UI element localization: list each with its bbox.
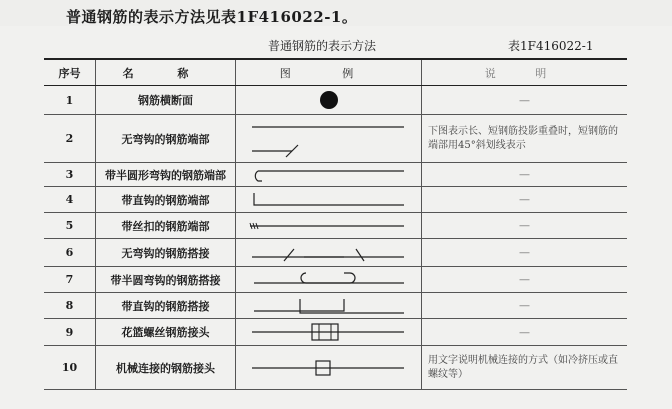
row-note: —	[422, 319, 628, 346]
row-no: 8	[44, 293, 96, 319]
row-no: 10	[44, 346, 96, 390]
header-name: 名 称	[96, 59, 236, 86]
table-row	[44, 293, 627, 319]
row-note: —	[422, 86, 628, 115]
row-name: 带直钩的钢筋端部	[96, 187, 236, 213]
row-name: 无弯钩的钢筋端部	[96, 115, 236, 163]
row-note: —	[422, 293, 628, 319]
row-no: 3	[44, 163, 96, 187]
figure-plain-lap	[236, 239, 422, 267]
row-name: 带丝扣的钢筋端部	[96, 213, 236, 239]
row-name: 花篮螺丝钢筋接头	[96, 319, 236, 346]
row-note: —	[422, 267, 628, 293]
figure-threaded-end	[236, 213, 422, 239]
table-row	[44, 239, 627, 267]
row-name: 无弯钩的钢筋搭接	[96, 239, 236, 267]
table-header-row	[44, 59, 627, 86]
row-name: 机械连接的钢筋接头	[96, 346, 236, 390]
table-row	[44, 86, 627, 115]
table-row	[44, 267, 627, 293]
row-no: 6	[44, 239, 96, 267]
header-no: 序号	[44, 59, 96, 86]
row-name: 带半圆形弯钩的钢筋端部	[96, 163, 236, 187]
row-name: 带半圆弯钩的钢筋搭接	[96, 267, 236, 293]
table-row	[44, 213, 627, 239]
row-note: —	[422, 239, 628, 267]
figure-straight-lap	[236, 293, 422, 319]
figure-semicircle-lap	[236, 267, 422, 293]
row-no: 5	[44, 213, 96, 239]
header-note: 说 明	[422, 59, 628, 86]
figure-semicircle-hook	[236, 163, 422, 187]
header-figure: 图 例	[236, 59, 422, 86]
row-no: 4	[44, 187, 96, 213]
table-title: 普通钢筋的表示方法	[268, 39, 377, 53]
table-row	[44, 163, 627, 187]
table-row	[44, 187, 627, 213]
row-note: —	[422, 213, 628, 239]
row-name: 带直钩的钢筋搭接	[96, 293, 236, 319]
intro-text: 普通钢筋的表示方法见表1F416022-1。	[66, 8, 358, 26]
table-number: 表1F416022-1	[508, 39, 594, 53]
row-no: 1	[44, 86, 96, 115]
row-name: 钢筋横断面	[96, 86, 236, 115]
row-no: 7	[44, 267, 96, 293]
row-note: 下图表示长、短钢筋投影重叠时，短钢筋的端部用45°斜划线表示	[422, 115, 628, 163]
row-note: —	[422, 163, 628, 187]
table-row	[44, 115, 627, 163]
figure-plain-end	[236, 115, 422, 163]
rebar-notation-table	[44, 58, 627, 390]
row-note: —	[422, 187, 628, 213]
table-row	[44, 319, 627, 346]
row-no: 9	[44, 319, 96, 346]
table-row	[44, 346, 627, 390]
figure-cross-section	[236, 86, 422, 115]
figure-turnbuckle-joint	[236, 319, 422, 346]
row-note: 用文字说明机械连接的方式（如冷挤压或直螺纹等）	[422, 346, 628, 390]
row-no: 2	[44, 115, 96, 163]
figure-straight-hook	[236, 187, 422, 213]
figure-mechanical-joint	[236, 346, 422, 390]
